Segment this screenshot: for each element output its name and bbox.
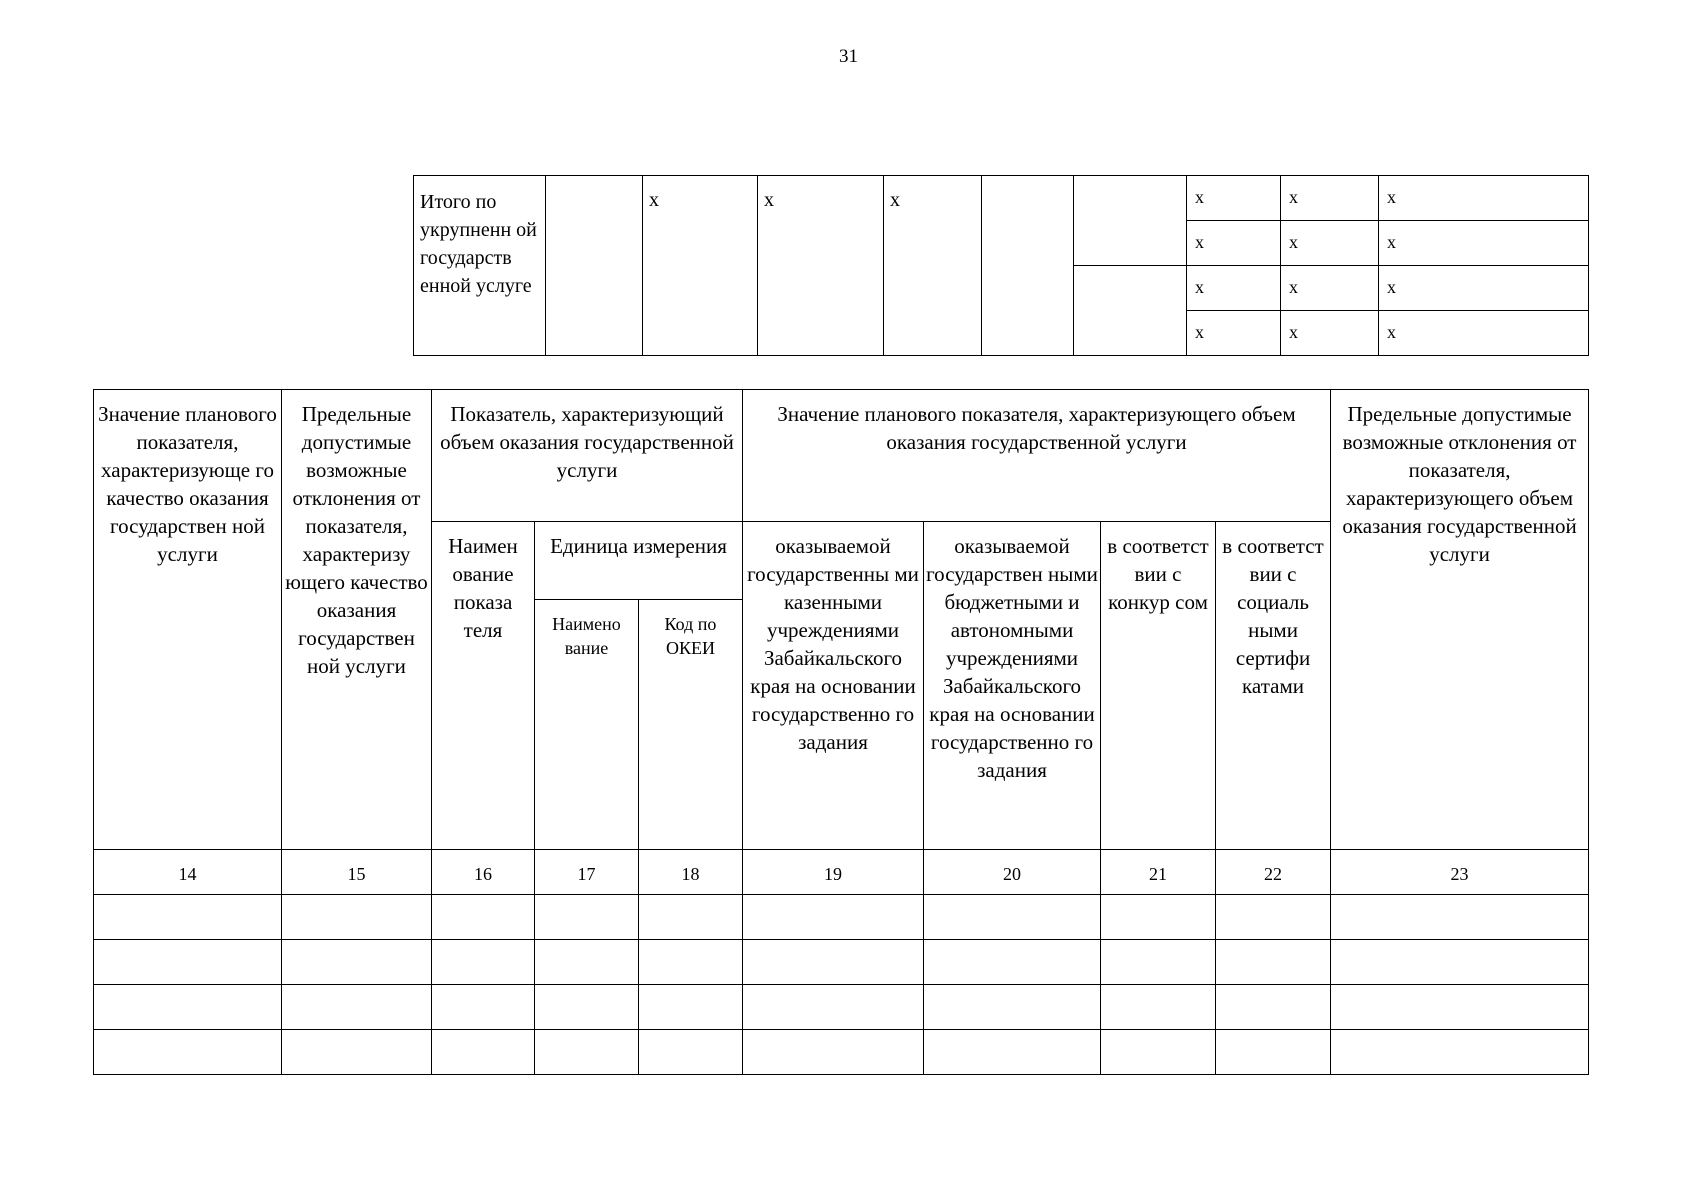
summary-cell [1074, 266, 1187, 356]
table-cell [743, 985, 924, 1030]
header-budget-institutions: оказываемой государствен ными бюджетными и автономными учреждениями Забайкальского края на основании государственно го задания [924, 522, 1101, 850]
header-by-certificates: в соответст вии с социаль ными сертифи катами [1216, 522, 1331, 850]
summary-x-mark: x [1187, 221, 1281, 266]
table-cell [1216, 1030, 1331, 1075]
table-cell [432, 895, 535, 940]
table-cell [432, 940, 535, 985]
table-cell [1101, 940, 1216, 985]
table-cell [535, 1030, 639, 1075]
table-cell [924, 985, 1101, 1030]
column-number: 20 [924, 850, 1101, 895]
header-unit-of-measure: Единица измерения [535, 522, 743, 600]
table-cell [282, 985, 432, 1030]
column-number: 23 [1331, 850, 1589, 895]
summary-x-mark: x [643, 176, 758, 356]
summary-x-mark: x [1187, 266, 1281, 311]
table-cell [282, 895, 432, 940]
column-number: 16 [432, 850, 535, 895]
summary-cell [546, 176, 643, 356]
column-number: 17 [535, 850, 639, 895]
summary-x-mark: x [1379, 266, 1589, 311]
table-cell [535, 985, 639, 1030]
column-number: 22 [1216, 850, 1331, 895]
header-volume-plan-value: Значение планового показателя, характеризующего объем оказания государственной услуги [743, 390, 1331, 522]
summary-label: Итого по укрупненн ой государств енной услуге [414, 176, 546, 356]
column-number: 21 [1101, 850, 1216, 895]
summary-table [413, 175, 1589, 356]
table-row [94, 1030, 1589, 1075]
header-quality-plan-value: Значение планового показателя, характеризующе го качество оказания государствен ной услуги [94, 390, 282, 850]
table-cell [639, 940, 743, 985]
table-cell [432, 985, 535, 1030]
table-cell [743, 940, 924, 985]
summary-x-mark: x [1281, 221, 1379, 266]
summary-x-mark: x [1187, 311, 1281, 356]
table-row [94, 985, 1589, 1030]
table-cell [1216, 940, 1331, 985]
table-cell [94, 985, 282, 1030]
summary-x-mark: x [1187, 176, 1281, 221]
column-number: 15 [282, 850, 432, 895]
table-cell [1331, 940, 1589, 985]
header-indicator-name: Наимен ование показа теля [432, 522, 535, 850]
header-okei-code: Код по ОКЕИ [639, 600, 743, 850]
table-cell [282, 1030, 432, 1075]
summary-x-mark: x [1281, 266, 1379, 311]
summary-x-mark: x [758, 176, 884, 356]
table-cell [743, 895, 924, 940]
table-cell [1216, 985, 1331, 1030]
table-cell [94, 895, 282, 940]
table-cell [639, 985, 743, 1030]
header-volume-deviation: Предельные допустимые возможные отклонения от показателя, характеризующего объем оказания государственной услуги [1331, 390, 1589, 850]
header-by-tender: в соответст вии с конкур сом [1101, 522, 1216, 850]
summary-cell [1074, 176, 1187, 266]
table-cell [94, 1030, 282, 1075]
summary-x-mark: x [1281, 311, 1379, 356]
summary-x-mark: x [1379, 311, 1589, 356]
table-cell [94, 940, 282, 985]
table-cell [639, 1030, 743, 1075]
header-quality-deviation: Предельные допустимые возможные отклонения от показателя, характеризу ющего качество оказания государствен ной услуги [282, 390, 432, 850]
table-cell [1331, 1030, 1589, 1075]
header-unit-name: Наимено вание [535, 600, 639, 850]
table-cell [1216, 895, 1331, 940]
table-cell [282, 940, 432, 985]
column-number: 14 [94, 850, 282, 895]
summary-cell [982, 176, 1074, 356]
header-state-institutions: оказываемой государственны ми казенными учреждениями Забайкальского края на основании государственно го задания [743, 522, 924, 850]
table-row [94, 895, 1589, 940]
summary-x-mark: x [884, 176, 982, 356]
table-cell [1101, 985, 1216, 1030]
table-cell [1101, 1030, 1216, 1075]
table-cell [924, 895, 1101, 940]
summary-x-mark: x [1379, 221, 1589, 266]
table-cell [639, 895, 743, 940]
main-table [93, 389, 1589, 1075]
table-row [94, 940, 1589, 985]
column-number: 18 [639, 850, 743, 895]
table-cell [1331, 895, 1589, 940]
table-cell [924, 940, 1101, 985]
summary-x-mark: x [1379, 176, 1589, 221]
summary-x-mark: x [1281, 176, 1379, 221]
header-volume-indicator: Показатель, характеризующий объем оказания государственной услуги [432, 390, 743, 522]
column-number: 19 [743, 850, 924, 895]
table-cell [1331, 985, 1589, 1030]
table-cell [432, 1030, 535, 1075]
table-cell [535, 940, 639, 985]
table-cell [535, 895, 639, 940]
table-cell [743, 1030, 924, 1075]
table-cell [924, 1030, 1101, 1075]
page-number: 31 [839, 46, 858, 67]
table-cell [1101, 895, 1216, 940]
